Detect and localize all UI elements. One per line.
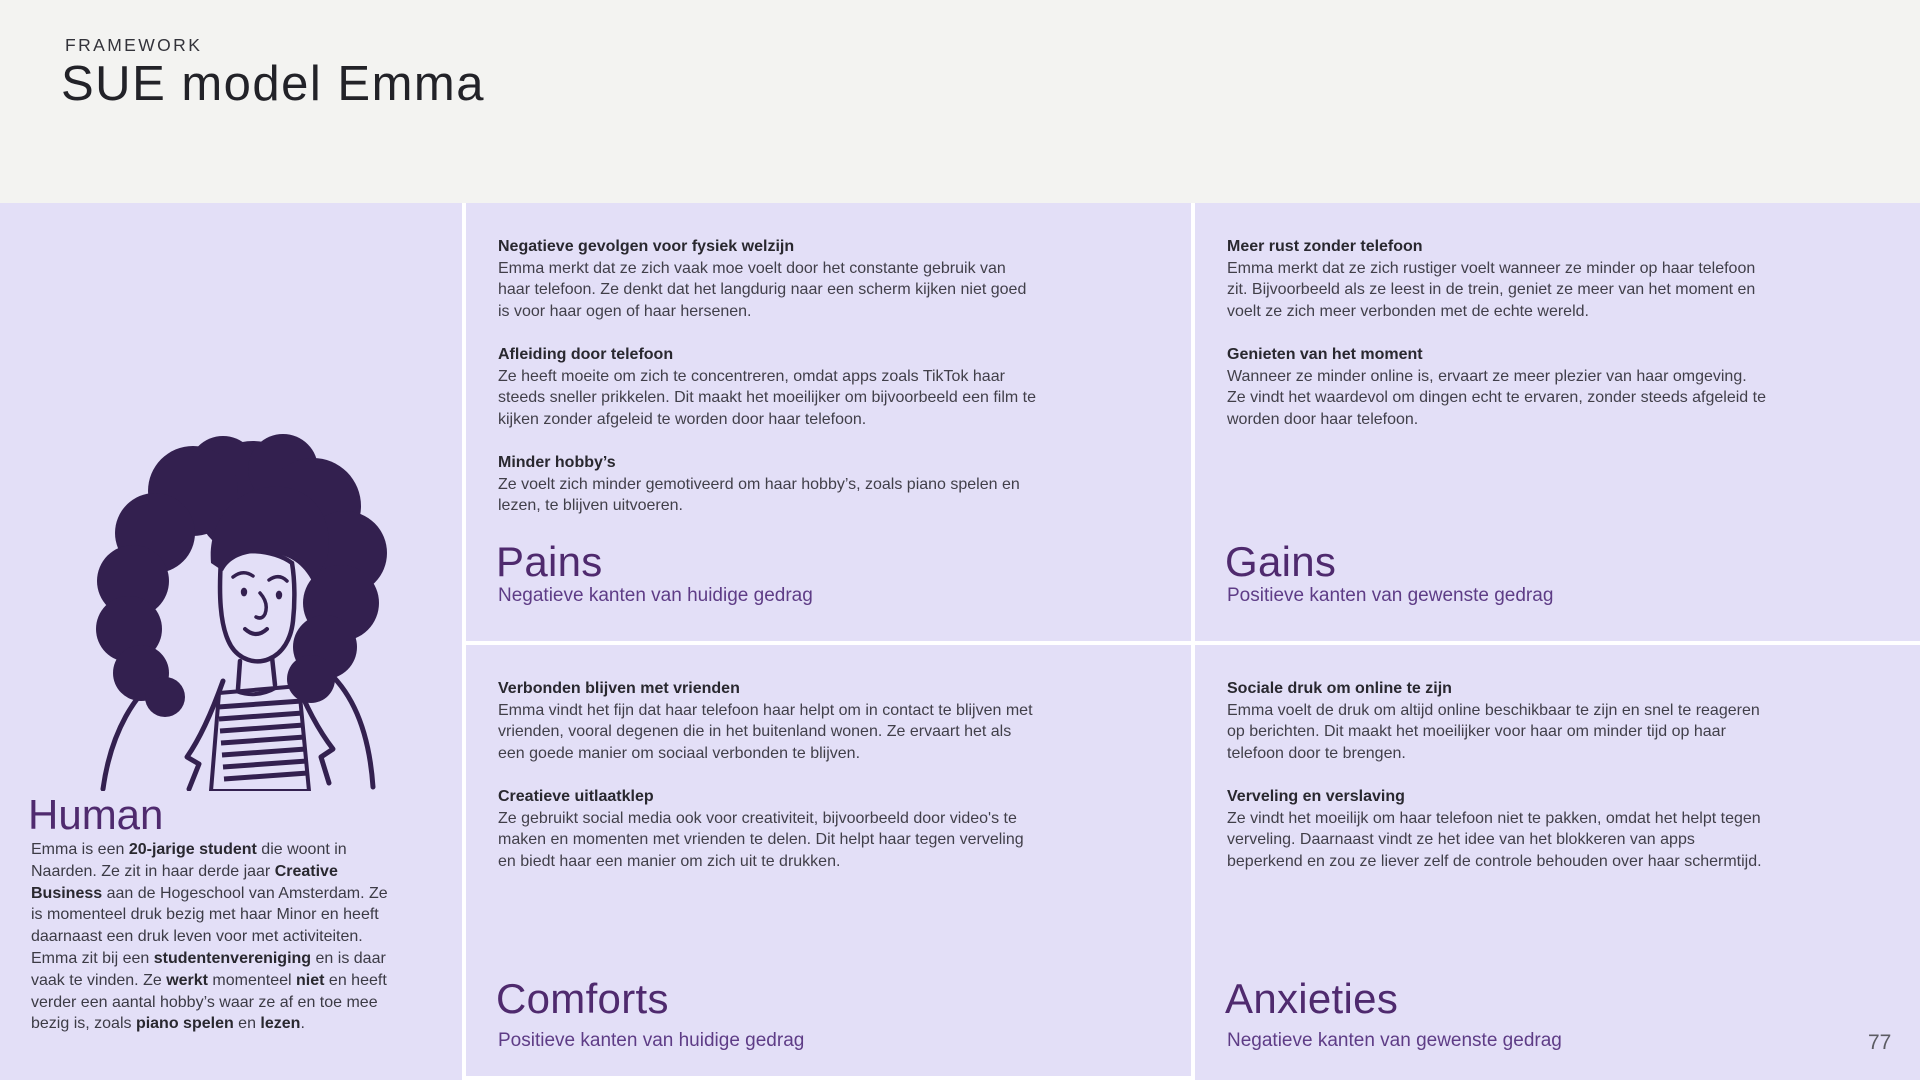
anxieties-subtitle: Negatieve kanten van gewenste gedrag xyxy=(1227,1030,1562,1051)
item-title: Afleiding door telefoon xyxy=(498,346,674,363)
quadrant-item xyxy=(1227,678,1767,764)
item-body: Emma vindt het fijn dat haar telefoon haar helpt om in contact te blijven met vrienden, vooral degenen die in het buitenland wonen. Ze ervaart het als een goede manier om sociaal verbonden te blijven. xyxy=(498,701,1033,762)
item-title: Sociale druk om online te zijn xyxy=(1227,680,1452,697)
anxieties-heading: Anxieties xyxy=(1225,975,1399,1022)
striped-shirt xyxy=(211,686,309,791)
comforts-quadrant xyxy=(466,645,1191,1076)
pains-quadrant xyxy=(466,203,1191,641)
item-title: Creatieve uitlaatklep xyxy=(498,788,654,805)
pains-heading: Pains xyxy=(496,538,603,585)
item-body: Emma voelt de druk om altijd online beschikbaar te zijn en snel te reageren op berichten. Dit maakt het moeilijker voor haar om minder tijd op haar telefoon door te brengen. xyxy=(1227,701,1760,762)
human-panel xyxy=(0,203,462,1080)
item-body: Ze heeft moeite om zich te concentreren, omdat apps zoals TikTok haar steeds sneller prikkelen. Dit maakt het moeilijker om bijvoorbeeld een film te kijken zonder afgeleid te worden door haar telefoon. xyxy=(498,367,1037,428)
quadrant-item xyxy=(1227,786,1767,872)
item-body: Emma merkt dat ze zich vaak moe voelt door het constante gebruik van haar telefoon. Ze denkt dat het langdurig naar een scherm kijken niet goed is voor haar ogen of haar hersenen. xyxy=(498,259,1027,320)
gains-items xyxy=(1227,236,1767,452)
item-body: Wanneer ze minder online is, ervaart ze meer plezier van haar omgeving. Ze vindt het waardevol om dingen echt te ervaren, zonder steeds afgeleid te worden door haar telefoon. xyxy=(1227,367,1766,428)
anxieties-quadrant xyxy=(1195,645,1920,1080)
item-title: Verveling en verslaving xyxy=(1227,788,1405,805)
emma-portrait-illustration xyxy=(73,431,405,791)
quadrant-item xyxy=(1227,344,1767,430)
page-number: 77 xyxy=(1868,1031,1892,1054)
quadrant-item xyxy=(1227,236,1767,322)
comforts-items xyxy=(498,678,1038,894)
item-body: Ze vindt het moeilijk om haar telefoon niet te pakken, omdat het helpt tegen verveling. Daarnaast vindt ze het idee van het blokkeren van apps beperkend en zou ze liever zelf de controle behouden over haar schermtijd. xyxy=(1227,809,1762,870)
pains-subtitle: Negatieve kanten van huidige gedrag xyxy=(498,585,813,606)
left-eye xyxy=(241,588,247,597)
slide-header xyxy=(0,0,1920,203)
item-title: Negatieve gevolgen voor fysiek welzijn xyxy=(498,238,795,255)
quadrant-item xyxy=(498,344,1038,430)
right-eye xyxy=(276,591,282,600)
item-body: Ze gebruikt social media ook voor creativiteit, bijvoorbeeld door video's te maken en momenten met vrienden te delen. Dit helpt haar tegen verveling en biedt haar een manier om zich uit te drukken. xyxy=(498,809,1024,870)
quadrant-item xyxy=(498,236,1038,322)
page-title: SUE model Emma xyxy=(61,57,486,111)
item-body: Emma merkt dat ze zich rustiger voelt wanneer ze minder op haar telefoon zit. Bijvoorbeeld als ze leest in de trein, geniet ze meer van het moment en voelt ze zich meer verbonden met de echte wereld. xyxy=(1227,259,1756,320)
item-title: Genieten van het moment xyxy=(1227,346,1423,363)
item-title: Verbonden blijven met vrienden xyxy=(498,680,740,697)
anxieties-items xyxy=(1227,678,1767,894)
comforts-heading: Comforts xyxy=(496,975,669,1022)
gains-heading: Gains xyxy=(1225,538,1337,585)
human-bio: Emma is een 20-jarige student die woont in Naarden. Ze zit in haar derde jaar Creative Business aan de Hogeschool van Amsterdam. Ze is momenteel druk bezig met haar Minor en heeft daarnaast een druk leven voor met activiteiten. Emma zit bij een studentenvereniging en is daar vaak te vinden. Ze werkt momenteel niet en heeft verder een aantal hobby’s waar ze af en toe mee bezig is, zoals piano spelen en lezen. xyxy=(31,841,388,1033)
item-title: Meer rust zonder telefoon xyxy=(1227,238,1423,255)
pains-items xyxy=(498,236,1038,539)
comforts-subtitle: Positieve kanten van huidige gedrag xyxy=(498,1030,805,1051)
gains-quadrant xyxy=(1195,203,1920,641)
quadrant-item xyxy=(498,452,1038,517)
item-body: Ze voelt zich minder gemotiveerd om haar hobby’s, zoals piano spelen en lezen, te blijven uitvoeren. xyxy=(498,475,1020,514)
framework-label: FRAMEWORK xyxy=(65,35,203,55)
quadrant-item xyxy=(498,678,1038,764)
quadrant-item xyxy=(498,786,1038,872)
gains-subtitle: Positieve kanten van gewenste gedrag xyxy=(1227,585,1554,606)
human-heading: Human xyxy=(28,791,164,838)
item-title: Minder hobby’s xyxy=(498,454,616,471)
